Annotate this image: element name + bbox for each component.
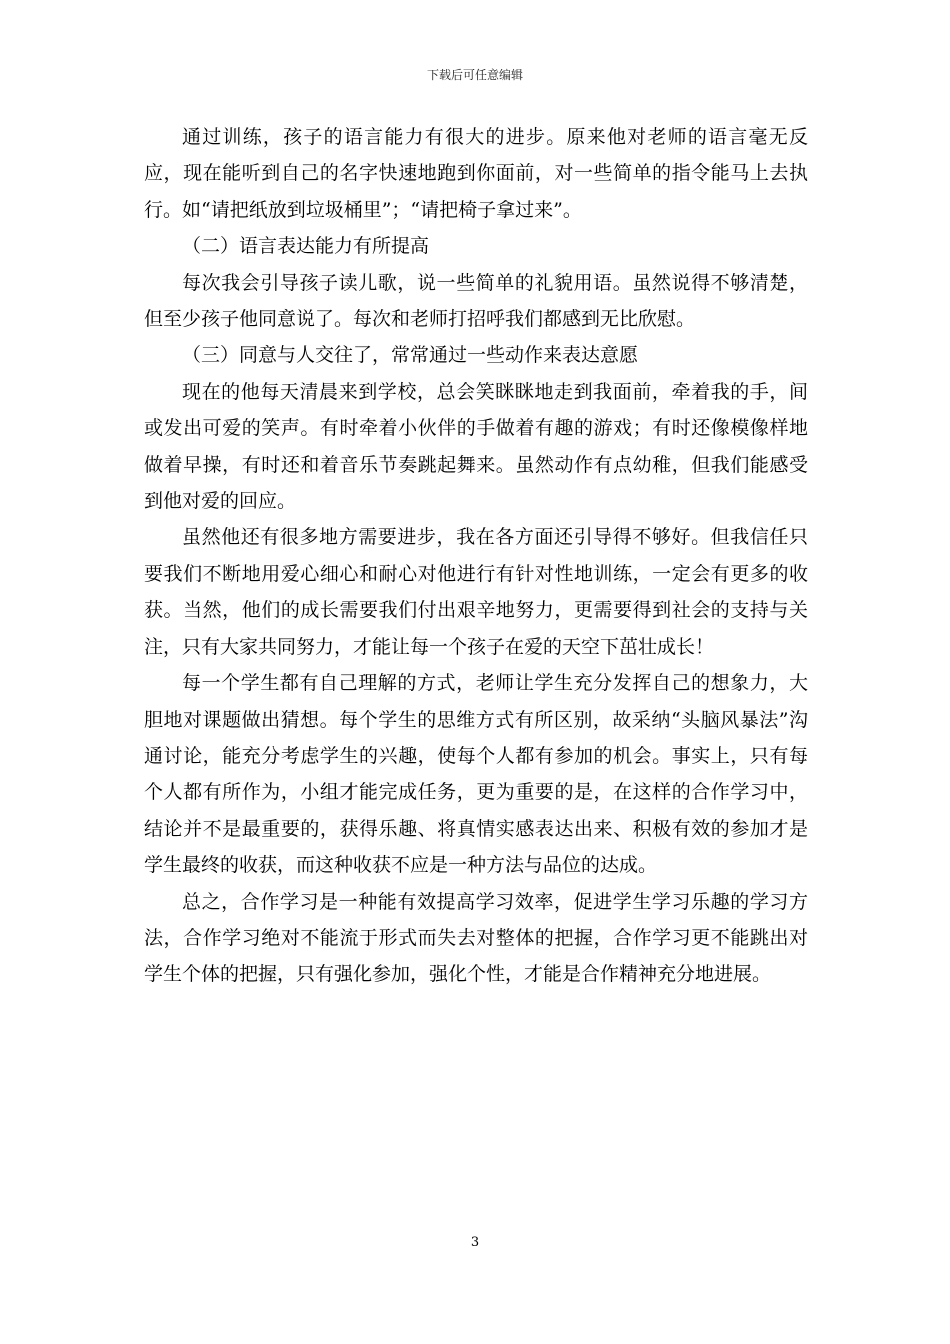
section-heading-expression: （二）语言表达能力有所提高 <box>182 235 430 258</box>
section-heading-interaction: （三）同意与人交往了，常常通过一些动作来表达意愿 <box>182 344 639 367</box>
page-header: 下载后可任意编辑 <box>426 68 523 82</box>
paragraph-further-progress: 虽然他还有很多地方需要进步，我在各方面还引导得不够好。但我信任只要我们不断地用爱心细心和耐心对他进行有针对性地训练，一定会有更多的收获。当然，他们的成长需要我们付出艰辛地努力，更需要得到社会的支持与关注，只有大家共同努力，才能让每一个孩子在爱的天空下茁壮成长！ <box>144 526 808 658</box>
paragraph-language-progress: 通过训练，孩子的语言能力有很大的进步。原来他对老师的语言毫无反应，现在能听到自己的名字快速地跑到你面前，对一些简单的指令能马上去执行。如“请把纸放到垃圾桶里”；“请把椅子拿过来”。 <box>144 126 808 221</box>
page-number: 3 <box>470 1235 480 1250</box>
document-body <box>144 119 808 993</box>
paragraph-morning-routine: 现在的他每天清晨来到学校，总会笑眯眯地走到我面前，牵着我的手，间或发出可爱的笑声。有时牵着小伙伴的手做着有趣的游戏；有时还像模像样地做着早操，有时还和着音乐节奏跳起舞来。虽然动作有点幼稚，但我们能感受到他对爱的回应。 <box>144 380 808 513</box>
paragraph-rhymes: 每次我会引导孩子读儿歌，说一些简单的礼貌用语。虽然说得不够清楚，但至少孩子他同意说了。每次和老师打招呼我们都感到无比欣慰。 <box>144 271 808 331</box>
paragraph-conclusion: 总之，合作学习是一种能有效提高学习效率，促进学生学习乐趣的学习方法，合作学习绝对不能流于形式而失去对整体的把握，合作学习更不能跳出对学生个体的把握，只有强化参加，强化个性，才能是合作精神充分地进展。 <box>144 890 808 986</box>
paragraph-brainstorming: 每一个学生都有自己理解的方式，老师让学生充分发挥自己的想象力，大胆地对课题做出猜想。每个学生的思维方式有所区别，故采纳“头脑风暴法”沟通讨论，能充分考虑学生的兴趣，使每个人都有参加的机会。事实上，只有每个人都有所作为，小组才能完成任务，更为重要的是，在这样的合作学习中，结论并不是最重要的，获得乐趣、将真情实感表达出来、积极有效的参加才是学生最终的收获，而这种收获不应是一种方法与品位的达成。 <box>144 672 808 877</box>
